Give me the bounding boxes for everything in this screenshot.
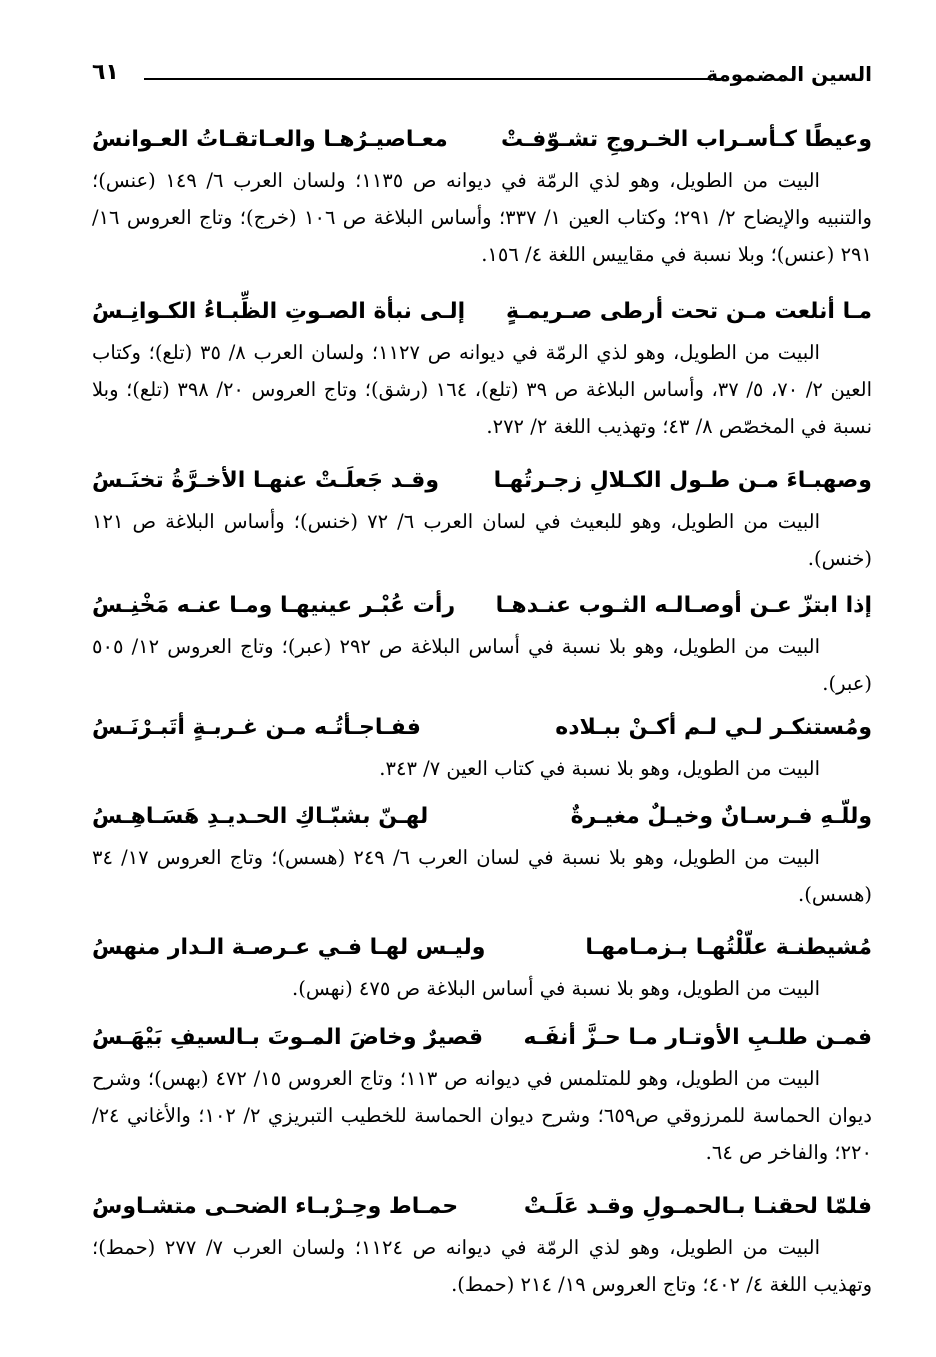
source-note: البيت من الطويل، وهو بلا نسبة في أساس البلاغة ص ٢٩٢ (عبر)؛ وتاج العروس ١٢/ ٥٠٥ (عبر).	[92, 635, 872, 695]
second-hemistich: رأت عُبْـر عينيهـا ومـا عنـه مَخْنِـسُ	[92, 593, 456, 618]
source-note: البيت من الطويل، وهو لذي الرمّة في ديوانه ص ١١٢٧؛ ولسان العرب ٨/ ٣٥ (تلع)؛ وكتاب العين ٢/ ٧٠، ٥/ ٣٧، وأساس البلاغة ص ٣٩ (تلع)، ١٦٤ (رشق)؛ وتاج العروس ٢٠/ ٣٩٨ (تلع)؛ وبلا نسبة في المخصّص ٨/ ٤٣؛ وتهذيب اللغة ٢/ ٢٧٢.	[92, 341, 872, 438]
page-header	[92, 60, 872, 96]
poetry-entry	[92, 1016, 872, 1171]
source-note: البيت من الطويل، وهو بلا نسبة في كتاب العين ٧/ ٣٤٣.	[379, 757, 820, 780]
verse	[92, 290, 872, 334]
first-hemistich: فلمّا لحقنـا بـالحمـولِ وقـد عَلَـتْ	[523, 1194, 872, 1219]
first-hemistich: فمـن طلـبِ الأوتـار مـا حـزَّ أنفَـه	[523, 1025, 872, 1050]
first-hemistich: وعيطًا كـأسـراب الخـروجِ تشـوّفـتْ	[501, 127, 872, 152]
verse	[92, 1016, 872, 1060]
poetry-entry	[92, 1185, 872, 1303]
poetry-entry	[92, 584, 872, 702]
verse	[92, 706, 872, 750]
page-number: ٦١	[92, 60, 119, 85]
verse	[92, 118, 872, 162]
poetry-entry	[92, 926, 872, 1007]
running-title: السين المضمومة	[706, 62, 872, 86]
poetry-entry	[92, 706, 872, 787]
source-note: البيت من الطويل، وهو لذي الرمّة في ديوانه ص ١١٣٥؛ ولسان العرب ٦/ ١٤٩ (عنس)؛ والتنبيه والإيضاح ٢/ ٢٩١؛ وكتاب العين ١/ ٣٣٧؛ وأساس البلاغة ص ١٠٦ (خرج)؛ وتاج العروس ١٦/ ٢٩١ (عنس)؛ وبلا نسبة في مقاييس اللغة ٤/ ١٥٦.	[92, 169, 872, 266]
poetry-entry	[92, 118, 872, 273]
first-hemistich: مـا أنلعت مـن تحت أرطى صـريمـةٍ	[505, 299, 872, 324]
second-hemistich: لهـنّ بشبّـاكِ الحـديـدِ هَسَـاهِـسُ	[92, 804, 429, 829]
poetry-entry	[92, 290, 872, 445]
second-hemistich: ففـاجـأتُـه مـن غـربـةٍ أتَبـرْنَـسُ	[92, 715, 421, 740]
second-hemistich: معـاصيـرُهـا والعـاتقـاتُ العـوانسُ	[92, 127, 448, 152]
header-rule	[144, 78, 724, 80]
verse	[92, 926, 872, 970]
verse	[92, 795, 872, 839]
first-hemistich: مُشيطنـة علّلْتُهـا بـزمـامهـا	[585, 935, 872, 960]
source-note: البيت من الطويل، وهو بلا نسبة في أساس البلاغة ص ٤٧٥ (نهس).	[292, 977, 820, 1000]
first-hemistich: وصهبـاءَ مـن طـول الكـلالِ زجـرتُهـا	[493, 468, 872, 493]
source-note: البيت من الطويل، وهو للبعيث في لسان العرب ٦/ ٧٢ (خنس)؛ وأساس البلاغة ص ١٢١ (خنس).	[92, 510, 872, 570]
first-hemistich: إذا ابتزّ عـن أوصـالـه الثـوب عنـدهـا	[495, 593, 872, 618]
source-note: البيت من الطويل، وهو لذي الرمّة في ديوانه ص ١١٢٤؛ ولسان العرب ٧/ ٢٧٧ (حمط)؛ وتهذيب اللغة ٤/ ٤٠٢؛ وتاج العروس ١٩/ ٢١٤ (حمط).	[92, 1236, 872, 1296]
first-hemistich: وللّـهِ فـرسـانٌ وخيـلٌ مغيـرةٌ	[570, 804, 872, 829]
verse	[92, 584, 872, 628]
second-hemistich: حمـاط وحِـرْبـاء الضحـى متشـاوسُ	[92, 1194, 459, 1219]
second-hemistich: وقـد جَعلَـتْ عنهـا الأخـرَّةُ تخنَـسُ	[92, 468, 440, 493]
verse	[92, 459, 872, 503]
poetry-entry	[92, 795, 872, 913]
poetry-entry	[92, 459, 872, 577]
second-hemistich: إلـى نبأة الصـوتِ الظِّبـاءُ الكـوانِـسُ	[92, 299, 466, 324]
second-hemistich: وليـس لهـا فـي عـرصـة الـدار منهسُ	[92, 935, 486, 960]
first-hemistich: ومُستنكـر لـي لـم أكـنْ ببـلاده	[555, 715, 872, 740]
source-note: البيت من الطويل، وهو للمتلمس في ديوانه ص ١١٣؛ وتاج العروس ١٥/ ٤٧٢ (بهس)؛ وشرح ديوان الحماسة للمرزوقي ص٦٥٩؛ وشرح ديوان الحماسة للخطيب التبريزي ٢/ ١٠٢؛ والأغاني ٢٤/ ٢٢٠؛ والفاخر ص ٦٤.	[92, 1067, 872, 1164]
second-hemistich: قصيرٌ وخاضَ المـوتَ بـالسيفِ بَيْهَـسُ	[92, 1025, 483, 1050]
verse	[92, 1185, 872, 1229]
source-note: البيت من الطويل، وهو بلا نسبة في لسان العرب ٦/ ٢٤٩ (هسس)؛ وتاج العروس ١٧/ ٣٤ (هسس).	[92, 846, 872, 906]
